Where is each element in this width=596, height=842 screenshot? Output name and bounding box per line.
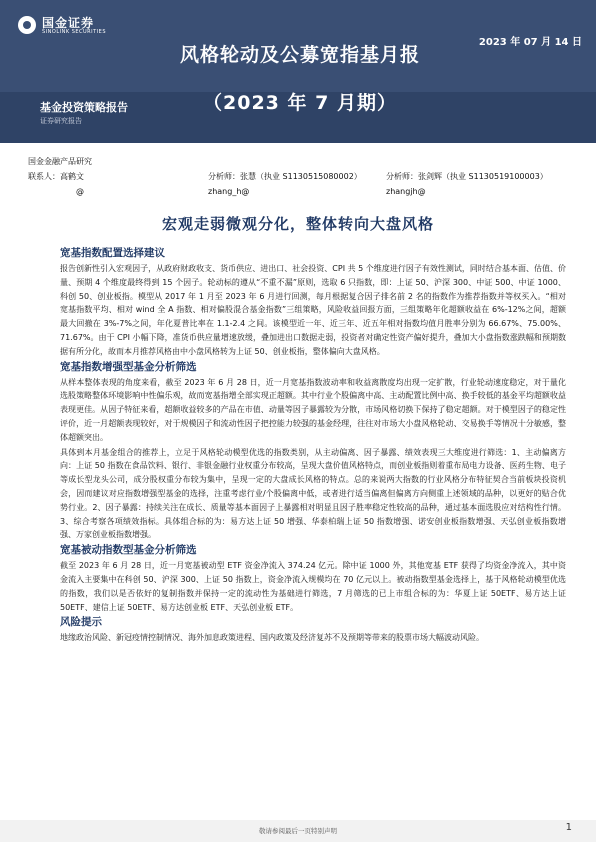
section-enhanced-funds xyxy=(60,360,566,543)
logo-text-en: SINOLINK SECURITIES xyxy=(42,29,106,35)
section-paragraph: 报告创新性引入宏观因子，从政府财政收支、货币供应、进出口、社会投资、CPI 共 5 个维度进行因子有效性测试，同时结合基本面、估值、价量、预期 4 个维度最终得到 15 个因子。轮动标的遵从“不重不漏”原则，选取 6 只指数，即：上证 50、沪深 300、中证 500、中证 1000、科创 50、创业板指。模型从 2017 年 1 月至 2023 年 6 月进行回测，每月根据复合因子排名前 2 名的指数作为推荐指数并等权买入。“相对宽基指数平均、相对 wind 全 A 指数、相对偏股混合基金指数”三组策略，风险收益回报方面，三组策略年化超额收益在 6%-12%之间，超额最大回撤在 3%-7%之间，年化夏普比率在 1.1-2.4 之间。该模型近一年、近三年、近五年相对指数均值月胜率分别为 66.67%、75.00%、71.67%。由于 CPI 小幅下降，准货币供应量增速放缓，叠加进出口数据走弱，投资者对确定性资产偏好提升，叠加大小盘指数涨跌幅和预期数据有所分化，故而本月推荐风格由中小盘风格转为上证 50、创业板指，整体偏向大盘风格。 xyxy=(60,264,566,356)
logo-mark-icon xyxy=(18,16,36,34)
section-risk xyxy=(60,615,566,645)
section-paragraph: 从样本整体表现的角度来看，截至 2023 年 6 月 28 日，近一月宽基指数波动率和收益离散度均出现一定扩散，行业轮动速度稳定，对于量化选股策略整体环境影响中性偏乐观，故而宽基指增全部实现正超额。其中行业个股偏离中高、主动配置比例中高、换手较低的基金平均超额收益表现更佳。从因子特征来看，超额收益较多的产品在市值、动量等因子暴露较为分散，市场风格切换下保持了稳定超额。对于模型因子的稳定性评价，近一月超额表现较好，对于规模因子和流动性因子把控能力较强的基金经理，往往对市场大小盘风格轮动、交易换手等情况十分敏感，整体超额突出。 xyxy=(60,377,566,442)
report-category: 证券研究报告 xyxy=(40,117,82,125)
page-number: 1 xyxy=(565,822,572,833)
company-logo xyxy=(18,13,138,39)
section-paragraph: 截至 2023 年 6 月 28 日，近一月宽基被动型 ETF 资金净流入 374.24 亿元。除中证 1000 外，其他宽基 ETF 获得了均资金净流入，其中资金流入主要集中在科创 50、沪深 300、上证 50 指数上，资金净流入规模均在 70 亿元以上。被动指数型基金选择上，基于风格轮动模型优选的指数，我们以是否依好的复制指数并保持一定的流动性为基础进行筛选，7 月筛选的已上市组合标的为：华夏上证 50ETF、易方达上证 50ETF、建信上证 50ETF、易方达创业板 ETF、天弘创业板 ETF。 xyxy=(60,561,566,612)
report-date: 2023 年 07 月 14 日 xyxy=(478,37,582,48)
header-banner xyxy=(0,0,596,143)
institute-name: 国金金融产品研究 xyxy=(28,157,92,166)
section-title: 宽基被动指数型基金分析筛选 xyxy=(60,544,197,557)
section-allocation xyxy=(60,246,566,359)
report-subtitle: （2023 年 7 月期） xyxy=(203,92,397,114)
section-title: 风险提示 xyxy=(60,616,102,629)
report-title: 风格轮动及公募宽指基月报 xyxy=(179,44,420,66)
footer-disclaimer: 敬请参阅最后一页特别声明 xyxy=(259,827,337,835)
analyst-1: 分析师：张慧（执业 S1130515080002） xyxy=(208,172,362,181)
analyst-2-email: zhangjh@ xyxy=(386,187,426,196)
analyst-1-email: zhang_h@ xyxy=(208,187,250,196)
contact-email: @ xyxy=(76,187,84,196)
section-paragraph: 具体到本月基金组合的推荐上，立足于风格轮动模型优选的指数类别，从主动偏离、因子暴露、绩效表现三大维度进行筛选：1、主动偏离方向：上证 50 指数在食品饮料、银行、非银金融行业权重分布较高，呈现大盘价值风格特点，而创业板指则着重布局电力设备、医药生物、电子等成长型龙头公司，成分股权重分布较为集中，呈现一定的大盘成长风格的特点。总的来说两大指数的行业风格分布特征契合当前板块投资机会，因而建议对应指数增强型基金的选择，注重考虑行业/个股偏离中低，或者进行适当偏离但偏离方向侧重上述领域的品种，以更好的贴合优势行业。2、因子暴露：持续关注在成长、质量等基本面因子上暴露相对明显且因子胜率稳定性较高的品种，通过基本面选股应对结构性行情。3、综合考察各项绩效指标。具体组合标的为：易方达上证 50 增强、华泰柏瑞上证 50 指数增强、诺安创业板指数增强、天弘创业板指数增强、万家创业板指数增强。 xyxy=(60,447,566,540)
section-title: 宽基指数配置选择建议 xyxy=(60,247,165,259)
section-paragraph: 地缘政治风险、新冠疫情控制情况、海外加息政策进程、国内政策及经济复苏不及预期等带来的股票市场大幅波动风险。 xyxy=(60,633,484,643)
section-passive-funds xyxy=(60,543,566,614)
report-type: 基金投资策略报告 xyxy=(40,101,128,114)
headline: 宏观走弱微观分化，整体转向大盘风格 xyxy=(161,215,434,233)
report-body xyxy=(60,246,566,646)
contact-name: 联系人：高鹤文 xyxy=(28,172,84,181)
section-title: 宽基指数增强型基金分析筛选 xyxy=(60,360,197,373)
analyst-2: 分析师：张剑辉（执业 S1130519100003） xyxy=(386,172,548,181)
logo-text-cn: 国金证券 xyxy=(42,16,95,30)
